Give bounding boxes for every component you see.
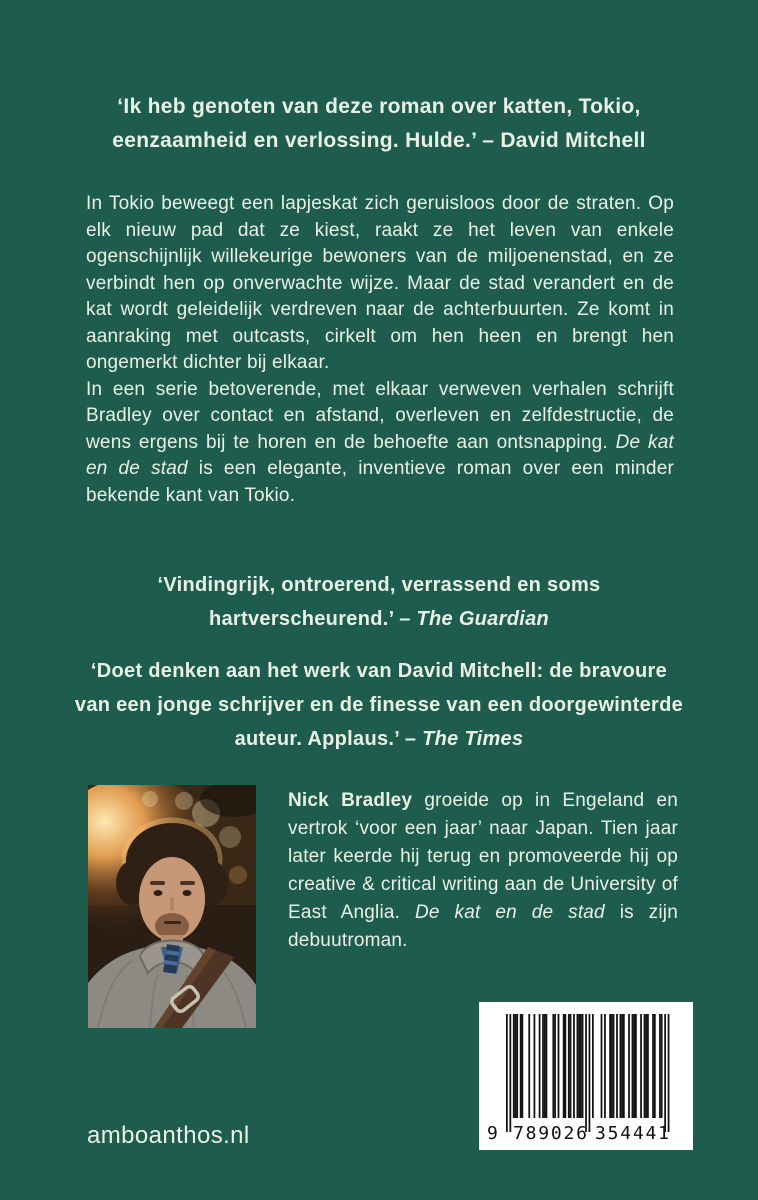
- times-quote-text: auteur. Applaus.’ –: [234, 728, 423, 750]
- isbn-digits: [479, 1123, 693, 1147]
- barcode: [479, 1002, 693, 1150]
- guardian-quote-line-1: ‘Vindingrijk, ontroerend, verrassend en soms: [157, 574, 601, 596]
- book-title-italic: De kat en de stad: [86, 431, 674, 479]
- author-name: Nick Bradley: [288, 790, 413, 811]
- synopsis-paragraph-2-tail: is een elegante, inventieve roman over een minder bekende kant van Tokio.: [86, 458, 674, 506]
- isbn-right-group: 3 5 4 4 4 1: [595, 1123, 669, 1144]
- top-quote-david-mitchell: [0, 90, 758, 158]
- author-bio-text: groeide op in Engeland en vertrok ‘voor een jaar’ naar Japan. Tien jaar later keerde hij terug en promoveerde hij op creative & critical writing aan de University of East Anglia.: [288, 790, 679, 923]
- review-quote-times: [0, 654, 758, 756]
- times-quote-line-3: [0, 722, 758, 756]
- guardian-quote-text: hartverscheurend.’ –: [208, 608, 417, 630]
- author-photo: [88, 785, 256, 1028]
- synopsis-paragraph-2: [86, 377, 674, 510]
- synopsis-paragraph-1: In Tokio beweegt een lapjeskat zich geruisloos door de straten. Op elk nieuw pad dat ze kiest, raakt ze het leven van enkele ogenschijnlijk willekeurige bewoners van de miljoenenstad, en ze verbindt hen op onverwachte wijze. Maar de stad verandert en de kat wordt geleidelijk verdreven naar de achterbuurten. Ze komt in aanraking met outcasts, cirkelt om hen heen en brengt hen ongemerkt dichter bij elkaar.: [86, 193, 674, 373]
- top-quote-line-1: ‘Ik heb genoten van deze roman over katten, Tokio,: [117, 95, 641, 118]
- publisher-website: amboanthos.nl: [87, 1122, 250, 1149]
- guardian-quote-line-2: [0, 602, 758, 636]
- times-quote-line-2: van een jonge schrijver en de finesse van een doorgewinterde: [74, 694, 684, 716]
- isbn-first-digit: 9: [487, 1123, 498, 1144]
- times-source: The Times: [422, 728, 524, 750]
- isbn-left-group: 7 8 9 0 2 6: [513, 1123, 587, 1144]
- synopsis-paragraph-2-text: In een serie betoverende, met elkaar verweven verhalen schrijft Bradley over contact en afstand, overleven en zelfdestructie, de wens ergens bij te horen en de behoefte aan ontsnapping.: [86, 378, 674, 453]
- author-bio: [288, 787, 678, 955]
- top-quote-line-2: eenzaamheid en verlossing. Hulde.’ – David Mitchell: [112, 129, 646, 152]
- author-bio-tail: is zijn debuutroman.: [288, 902, 678, 951]
- review-quote-guardian: [0, 568, 758, 636]
- guardian-source: The Guardian: [416, 608, 550, 630]
- times-quote-line-1: ‘Doet denken aan het werk van David Mitchell: de bravoure: [90, 660, 668, 682]
- book-title-italic-bio: De kat en de stad: [414, 902, 605, 923]
- synopsis: [86, 191, 674, 509]
